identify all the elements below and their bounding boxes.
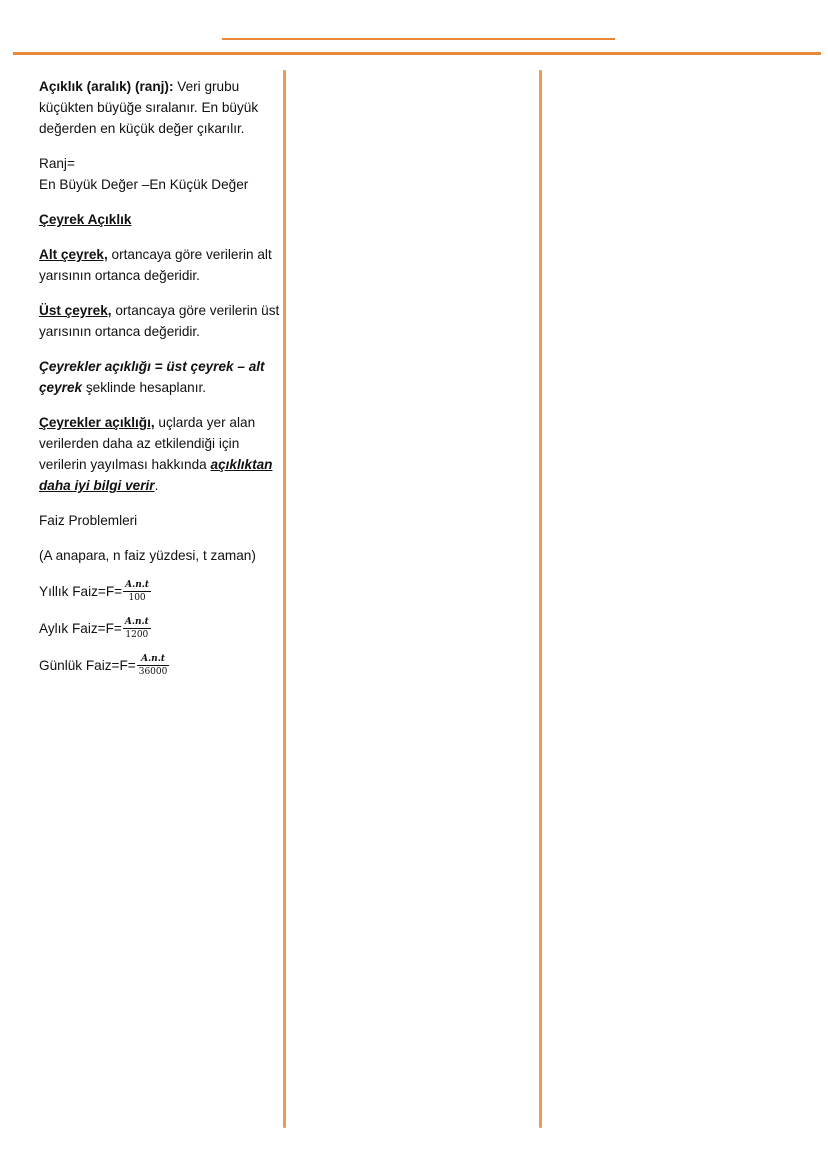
formula-monthly [39,617,281,640]
ranj-label: Ranj= [39,156,75,171]
fraction-bar [137,665,170,666]
interest-heading: Faiz Problemleri [39,513,138,528]
quartile-heading: Çeyrek Açıklık [39,212,132,227]
iqr-formula: Çeyrekler açıklığı = üst çeyrek – alt çeyrek [39,359,265,395]
upper-quartile-text: ortancaya göre verilerin üst yarısının ortanca değeridir. [39,303,280,339]
iqr-formula-block [39,356,281,398]
interest-legend: (A anapara, n faiz yüzdesi, t zaman) [39,548,256,563]
quartile-heading-block [39,209,281,230]
lower-quartile-text: ortancaya göre verilerin alt yarısının ortanca değeridir. [39,247,272,283]
formula-daily [39,654,281,677]
range-text: Veri grubu küçükten büyüğe sıralanır. En büyük değerden en küçük değer çıkarılır. [39,79,259,136]
iqr-note [39,412,281,496]
column-divider-1 [283,70,286,1128]
lower-quartile-title: Alt çeyrek, [39,247,108,262]
iqr-formula-text: şeklinde hesaplanır. [82,380,207,395]
formula-denominator: 100 [128,593,146,603]
ranj-formula-block [39,153,281,195]
formula-numerator: A.n.t [125,580,150,590]
formula-yearly [39,580,281,603]
formula-fraction [123,580,151,603]
iqr-note-title: Çeyrekler açıklığı, [39,415,155,430]
iqr-note-text: uçlarda yer alan verilerden daha az etkilendiği için verilerin yayılması hakkında [39,415,256,472]
ranj-formula: En Büyük Değer –En Küçük Değer [39,177,249,192]
column-1 [39,76,281,691]
iqr-note-emphasis: açıklıktan daha iyi bilgi verir [39,457,273,493]
upper-quartile-title: Üst çeyrek, [39,303,112,318]
column-divider-2 [539,70,542,1128]
fraction-bar [123,628,151,629]
formula-fraction [123,617,151,640]
lower-quartile [39,244,281,286]
header-rule [13,52,821,55]
upper-quartile [39,300,281,342]
iqr-note-end: . [154,478,159,493]
formula-label: Günlük Faiz=F= [39,658,136,673]
formula-numerator: A.n.t [124,617,149,627]
formula-label: Aylık Faiz=F= [39,621,122,636]
formula-denominator: 36000 [138,667,168,677]
formula-denominator: 1200 [125,630,149,640]
range-definition [39,76,281,139]
formula-label: Yıllık Faiz=F= [39,584,123,599]
formula-numerator: A.n.t [141,654,166,664]
range-title: Açıklık (aralık) (ranj): [39,79,174,94]
fraction-bar [123,591,151,592]
header-rule-short [222,38,615,40]
formula-fraction [137,654,170,677]
